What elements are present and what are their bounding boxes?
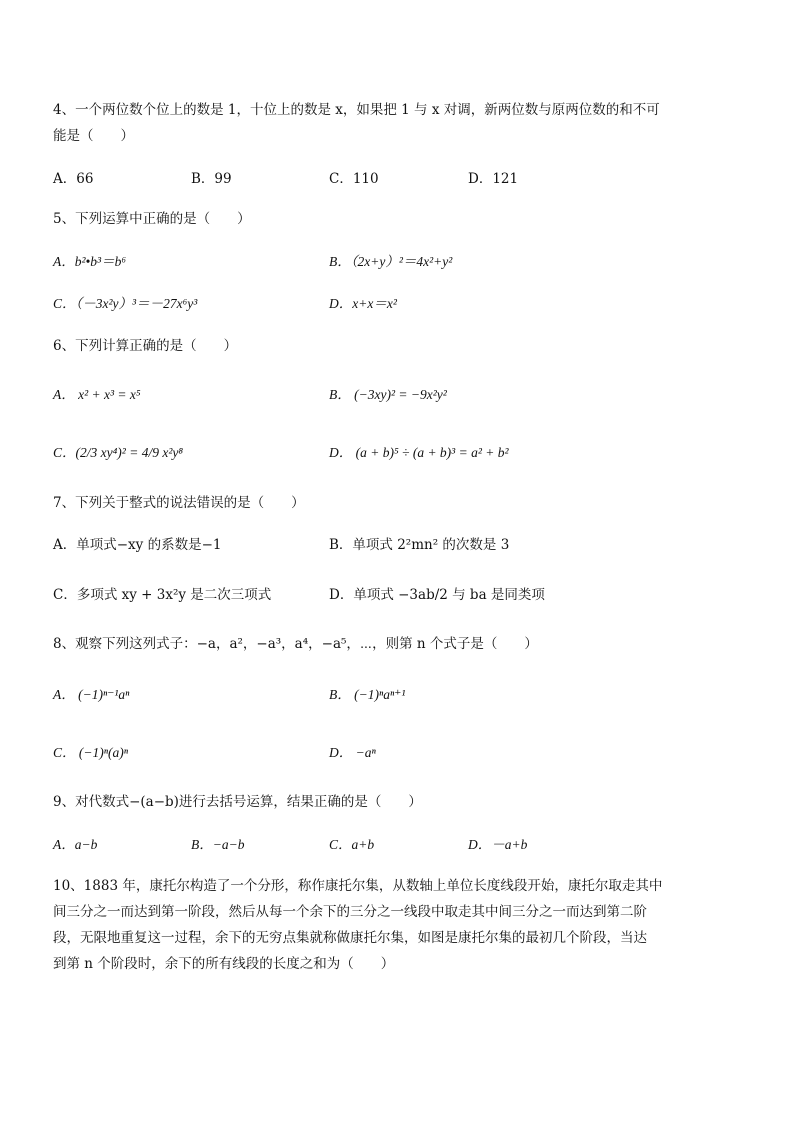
q5-option-a: A．b²•b³＝b⁶ [53, 254, 127, 269]
q7-stem: 7、下列关于整式的说法错误的是（ ） [53, 495, 305, 511]
q4-stem-line2: 能是（ ） [53, 128, 134, 144]
q7-option-a: A．单项式−xy 的系数是−1 [53, 537, 222, 553]
q6-option-d: D． (a + b)⁵ ÷ (a + b)³ = a² + b² [329, 445, 509, 460]
q10-stem-line3: 段，无限地重复这一过程，余下的无穷点集就称做康托尔集，如图是康托尔集的最初几个阶段，当达 [53, 930, 647, 946]
q10-stem-line1: 10、1883 年，康托尔构造了一个分形，称作康托尔集，从数轴上单位长度线段开始，康托尔取走其中 [53, 878, 663, 894]
q5-option-c: C．（－3x²y）³＝－27x⁶y³ [53, 296, 198, 311]
q8-option-d: D． −aⁿ [329, 745, 376, 760]
q8-option-c: C． (−1)ⁿ(a)ⁿ [53, 745, 128, 760]
q9-stem: 9、对代数式−(a−b)进行去括号运算，结果正确的是（ ） [53, 794, 422, 810]
q10-stem-line4: 到第 n 个阶段时，余下的所有线段的长度之和为（ ） [53, 956, 395, 972]
q9-option-a: A．a−b [53, 837, 98, 852]
q6-option-b: B． (−3xy)² = −9x²y² [329, 387, 447, 402]
q9-option-d: D．－a+b [468, 837, 528, 852]
q8-stem: 8、观察下列这列式子：−a，a²，−a³，a⁴，−a⁵，⋯，则第 n 个式子是（ ） [53, 636, 538, 652]
q8-option-b: B． (−1)ⁿaⁿ⁺¹ [329, 687, 406, 702]
q6-stem: 6、下列计算正确的是（ ） [53, 338, 238, 354]
q5-stem: 5、下列运算中正确的是（ ） [53, 211, 251, 227]
q4-stem-line1: 4、一个两位数个位上的数是 1，十位上的数是 x，如果把 1 与 x 对调，新两位数与原两位数的和不可 [53, 102, 660, 118]
q5-option-d: D．x+x＝x² [329, 296, 397, 311]
q4-option-c: C．110 [329, 171, 379, 187]
q10-stem-line2: 间三分之一而达到第一阶段，然后从每一个余下的三分之一线段中取走其中间三分之一而达到第二阶 [53, 904, 647, 920]
q4-option-b: B．99 [191, 171, 232, 187]
q7-option-d: D．单项式 −3ab/2 与 ba 是同类项 [329, 587, 545, 603]
q5-option-b: B．（2x+y）²＝4x²+y² [329, 254, 453, 269]
q7-option-c: C．多项式 xy + 3x²y 是二次三项式 [53, 587, 272, 603]
q9-option-c: C．a+b [329, 837, 375, 852]
q8-option-a: A． (−1)ⁿ⁻¹aⁿ [53, 687, 130, 702]
q4-option-d: D．121 [468, 171, 519, 187]
q6-option-c: C．(2/3 xy⁴)² = 4/9 x²y⁸ [53, 445, 184, 460]
q9-option-b: B．−a−b [191, 837, 245, 852]
q7-option-b: B．单项式 2²mn² 的次数是 3 [329, 537, 510, 553]
q4-option-a: A．66 [53, 171, 94, 187]
q6-option-a: A． x² + x³ = x⁵ [53, 387, 141, 402]
